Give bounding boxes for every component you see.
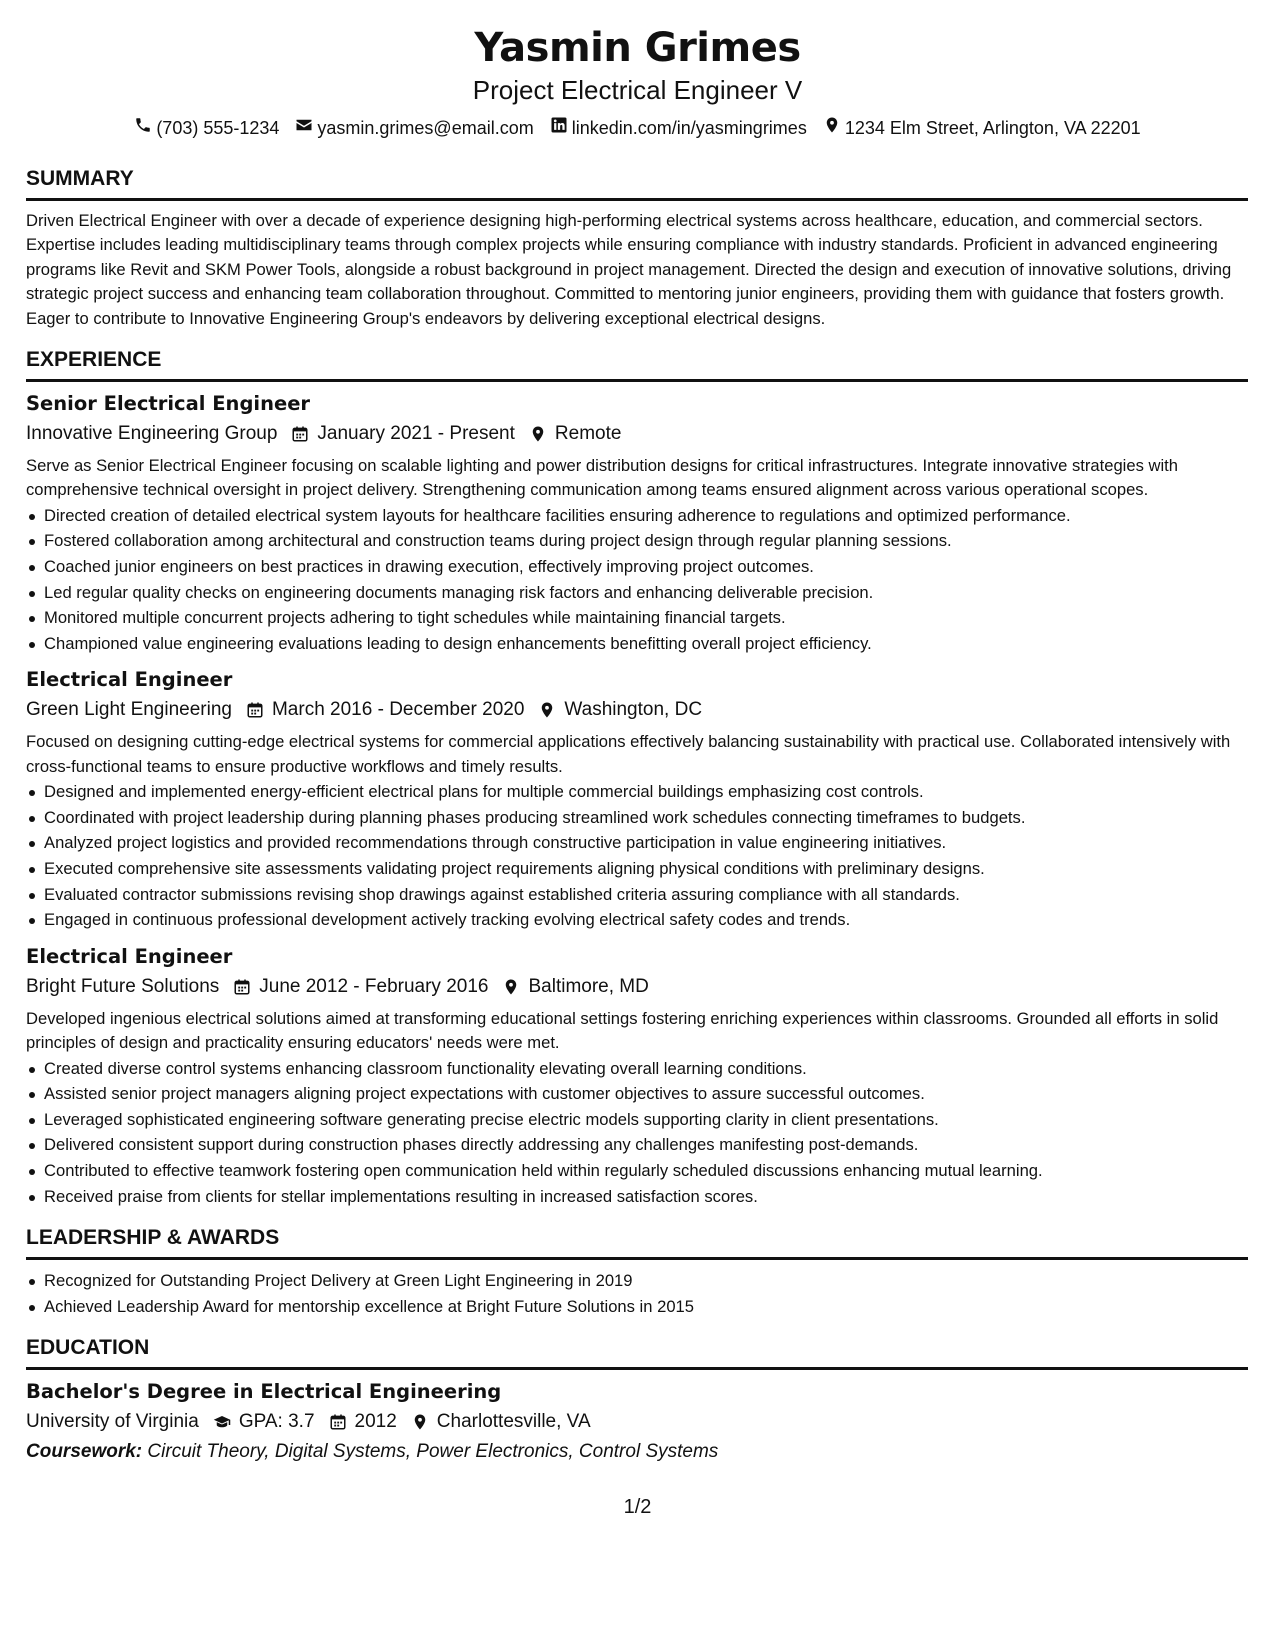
list-item: Created diverse control systems enhancing classroom functionality elevating overall learning conditions. — [26, 1056, 1248, 1082]
linkedin-icon — [550, 116, 568, 140]
list-item: Delivered consistent support during construction phases directly addressing any challenges manifesting post-demands. — [26, 1132, 1248, 1158]
leadership-section — [26, 1225, 1248, 1319]
job-bullets — [26, 1056, 1248, 1210]
phone-text: (703) 555-1234 — [156, 118, 280, 138]
contact-address — [823, 116, 1141, 140]
list-item: Designed and implemented energy-efficient electrical plans for multiple commercial buildings emphasizing cost controls. — [26, 779, 1248, 805]
candidate-title: Project Electrical Engineer V — [472, 75, 803, 105]
list-item: Directed creation of detailed electrical system layouts for healthcare facilities ensuring adherence to regulations and optimized performance. — [26, 503, 1248, 529]
resume-body — [26, 166, 1248, 1467]
coursework-label: Coursework: — [26, 1441, 143, 1463]
map-pin-icon — [538, 701, 556, 719]
section-divider — [26, 1367, 1248, 1370]
list-item: Championed value engineering evaluations leading to design enhancements benefitting overall project efficiency. — [26, 631, 1248, 657]
map-pin-icon — [411, 1413, 429, 1431]
envelope-icon — [295, 116, 313, 140]
list-item: Coordinated with project leadership during planning phases producing streamlined work schedules connecting timeframes to budgets. — [26, 805, 1248, 831]
list-item: Led regular quality checks on engineering documents managing risk factors and enhancing deliverable precision. — [26, 580, 1248, 606]
summary-section — [26, 166, 1248, 331]
job-company: Innovative Engineering Group — [26, 423, 278, 445]
job-meta — [26, 419, 1248, 449]
section-divider — [26, 198, 1248, 201]
section-heading-education: EDUCATION — [26, 1336, 150, 1360]
job-bullets — [26, 779, 1248, 933]
education-section — [26, 1335, 1248, 1467]
list-item: Received praise from clients for stellar implementations resulting in increased satisfaction scores. — [26, 1184, 1248, 1210]
job-dates: June 2012 - February 2016 — [259, 975, 489, 997]
job-description: Developed ingenious electrical solutions aimed at transforming educational settings fostering enriching experiences within classrooms. Grounded all efforts in solid principles of design and practicality ensuring educators' needs were met. — [26, 1008, 1219, 1053]
graduation-year: 2012 — [354, 1411, 397, 1433]
job-entry — [26, 943, 1248, 1209]
section-divider — [26, 379, 1248, 382]
job-entry — [26, 390, 1248, 656]
list-item: Coached junior engineers on best practices in drawing execution, effectively improving project outcomes. — [26, 554, 1248, 580]
job-company: Bright Future Solutions — [26, 975, 220, 997]
job-company: Green Light Engineering — [26, 699, 232, 721]
graduation-cap-icon — [213, 1413, 231, 1431]
job-dates: March 2016 - December 2020 — [271, 699, 525, 721]
candidate-name: Yasmin Grimes — [474, 25, 801, 71]
list-item: Leveraged sophisticated engineering software generating precise electric models supporting clarity in client presentations. — [26, 1107, 1248, 1133]
section-heading-leadership: LEADERSHIP & AWARDS — [26, 1226, 280, 1250]
coursework-list: Circuit Theory, Digital Systems, Power Electronics, Control Systems — [147, 1441, 719, 1463]
coursework-line — [26, 1437, 1248, 1467]
list-item: Achieved Leadership Award for mentorship excellence at Bright Future Solutions in 2015 — [26, 1294, 1248, 1320]
job-description: Focused on designing cutting-edge electrical systems for commercial applications effectively balancing sustainability with practical use. Collaborated intensively with cross-functional teams to ensure productive workflows and timely results. — [26, 732, 1231, 776]
job-meta — [26, 695, 1248, 725]
section-heading-experience: EXPERIENCE — [26, 348, 162, 372]
contact-bar — [0, 116, 1275, 140]
job-entry — [26, 666, 1248, 932]
address-text: 1234 Elm Street, Arlington, VA 22201 — [844, 118, 1141, 138]
leadership-list — [26, 1268, 1248, 1319]
linkedin-text[interactable]: linkedin.com/in/yasmingrimes — [571, 118, 807, 138]
job-title: Senior Electrical Engineer — [26, 392, 311, 416]
job-dates: January 2021 - Present — [317, 423, 515, 445]
gpa-text: GPA: 3.7 — [238, 1411, 315, 1433]
school-location: Charlottesville, VA — [436, 1411, 591, 1433]
list-item: Monitored multiple concurrent projects adhering to tight schedules while maintaining financial targets. — [26, 605, 1248, 631]
list-item: Fostered collaboration among architectural and construction teams during project design through regular planning sessions. — [26, 528, 1248, 554]
job-location: Washington, DC — [564, 699, 703, 721]
list-item: Recognized for Outstanding Project Delivery at Green Light Engineering in 2019 — [26, 1268, 1248, 1294]
list-item: Contributed to effective teamwork fostering open communication held within regularly scheduled discussions enhancing mutual learning. — [26, 1158, 1248, 1184]
job-meta — [26, 972, 1248, 1002]
contact-email[interactable] — [295, 116, 533, 140]
school-name: University of Virginia — [26, 1411, 199, 1433]
calendar-icon — [329, 1413, 347, 1431]
contact-phone — [134, 116, 279, 140]
map-pin-icon — [823, 116, 841, 140]
list-item: Assisted senior project managers aligning project expectations with customer objectives to assure successful outcomes. — [26, 1081, 1248, 1107]
page-number: 1/2 — [623, 1496, 652, 1518]
job-location: Remote — [554, 423, 622, 445]
section-heading-summary: SUMMARY — [26, 167, 134, 190]
calendar-icon — [233, 978, 251, 996]
education-meta — [26, 1407, 1248, 1437]
map-pin-icon — [529, 425, 547, 443]
list-item: Engaged in continuous professional development actively tracking evolving electrical safety codes and trends. — [26, 907, 1248, 933]
job-bullets — [26, 503, 1248, 657]
calendar-icon — [246, 701, 264, 719]
contact-linkedin[interactable] — [550, 116, 807, 140]
section-divider — [26, 1257, 1248, 1260]
list-item: Evaluated contractor submissions revising shop drawings against established criteria assuring compliance with all standards. — [26, 882, 1248, 908]
map-pin-icon — [502, 978, 520, 996]
email-text[interactable]: yasmin.grimes@email.com — [317, 118, 534, 138]
summary-text: Driven Electrical Engineer with over a decade of experience designing high-performing electrical systems across healthcare, education, and commercial sectors. Expertise includes leading multidisciplinary teams through complex projects while ensuring compliance with industry standards. Proficient in advanced engineering programs like Revit and SKM Power Tools, alongside a robust background in project management. Directed the design and execution of innovative solutions, driving strategic project success and enhancing team collaboration throughout. Committed to mentoring junior engineers, providing them with guidance that fosters growth. Eager to contribute to Innovative Engineering Group's endeavors by delivering exceptional electrical designs. — [26, 211, 1232, 328]
job-location: Baltimore, MD — [528, 975, 649, 997]
job-title: Electrical Engineer — [26, 668, 233, 692]
list-item: Executed comprehensive site assessments validating project requirements aligning physical conditions with preliminary designs. — [26, 856, 1248, 882]
job-description: Serve as Senior Electrical Engineer focusing on scalable lighting and power distribution designs for critical infrastructures. Integrate innovative strategies with comprehensive technical oversight in project delivery. Strengthening communication among teams ensured alignment across various operational scopes. — [26, 456, 1179, 500]
job-title: Electrical Engineer — [26, 944, 233, 968]
degree-title: Bachelor's Degree in Electrical Engineering — [26, 1380, 502, 1404]
resume-header — [0, 22, 1275, 140]
calendar-icon — [291, 425, 309, 443]
list-item: Analyzed project logistics and provided recommendations through constructive participation in value engineering initiatives. — [26, 830, 1248, 856]
experience-section — [26, 347, 1248, 1209]
phone-icon — [134, 116, 152, 140]
